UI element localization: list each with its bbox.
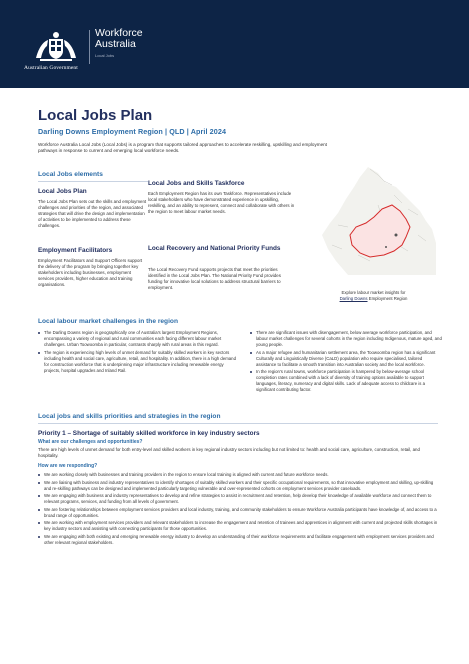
taskforce-heading: Local Jobs and Skills Taskforce — [148, 180, 245, 187]
brand-name — [95, 28, 143, 50]
list-item: The Darling Downs region is geographically one of Australia's largest Employment Regions, encompassing a variety of regional and rural communities each facing different labour market challenges. Urban Toowoomba in particular, contrasts sharply with rural areas in this regard. — [38, 330, 236, 348]
plan-text: The Local Jobs Plan sets out the skills and employment challenges and priorities of the region, and associated strategies that will drive the design and implementation of activities to be implemented to address these challenges. — [38, 199, 147, 229]
list-item: We are liaising with business and industry representatives to identify shortages of suitably skilled workers and their specific occupational requirements, so that innovative employment and skilling, up-skilling and re-skilling pathways can be designed and implemented particularly targeting vulnerable and over-represented cohorts on employment services provider caseloads. — [38, 480, 438, 492]
challenges-divider — [38, 328, 438, 329]
list-item: We are working with employment services providers and relevant stakeholders to increase the engagement and retention of trainees and apprentices in alignment with current and projected skills shortages in key industry sectors and assisting with connecting participants for those opportunities. — [38, 520, 438, 532]
list-item: The region is experiencing high levels of unmet demand for suitably skilled workers in key sectors including health and social care, agriculture, retail, and hospitality. In addition, there is a high demand for construction workforce that is underpinning major infrastructure including renewable energy projects, hospital upgrades and Inland Rail. — [38, 350, 236, 374]
facilitators-text: Employment Facilitators and Support Officers support the delivery of the program by bringing together key stakeholders including businesses, employment services providers, higher education and training organisations. — [38, 258, 143, 288]
challenges-right-list — [250, 330, 442, 395]
priorities-heading: Local jobs and skills priorities and strategies in the region — [38, 413, 221, 420]
brand-line-2: Australia — [95, 38, 136, 50]
region-map — [308, 165, 438, 275]
challenges-heading: Local labour market challenges in the region — [38, 318, 178, 325]
page-header — [0, 0, 469, 88]
map-caption-suffix: Employment Region — [368, 296, 408, 301]
region-line: Darling Downs Employment Region | QLD | April 2024 — [38, 127, 227, 136]
list-item: We are working closely with businesses and training providers in the region to ensure local training is aligned with current and future workforce needs. — [38, 472, 438, 478]
map-caption-prefix: Explore labour market insights for — [341, 290, 406, 295]
taskforce-text: Each Employment Region has its own Taskforce. Representatives include local stakeholders who have demonstrated experience in upskilling, reskilling, and an ability to represent, connect and collaborate with others in the region to meet labour market needs. — [148, 191, 295, 215]
challenges-question: What are our challenges and opportunities? — [38, 439, 143, 445]
challenges-left-list — [38, 330, 236, 375]
list-item: There are significant issues with disengagement, below average workforce participation, and labour market challenges for several cohorts in the region including Indigenous, mature aged, and young people. — [250, 330, 442, 348]
header-divider — [89, 30, 90, 64]
list-item: We are engaging with business and industry representatives to develop and refine strategies to assist in recruitment and retention, help develop their knowledge of available workforce and connect them to relevant programs, services, and funding from all levels of government. — [38, 493, 438, 505]
responses-list — [38, 472, 438, 547]
plan-heading: Local Jobs Plan — [38, 188, 87, 195]
government-name: Australian Government — [24, 65, 78, 71]
facilitators-heading: Employment Facilitators — [38, 247, 113, 254]
map-caption — [306, 290, 441, 302]
recovery-text: The Local Recovery Fund supports projects that meet the priorities identified in the Local Jobs Plan. The National Priority Fund provides funding for innovative local solutions to address structural barriers to employment. — [148, 267, 281, 291]
list-item: We are fostering relationships between employment services providers and local industry, training, and community stakeholders to ensure Workforce Australia participants have knowledge of, and access to a broad range of opportunities. — [38, 507, 438, 519]
priorities-divider — [38, 423, 438, 424]
response-question: How are we responding? — [38, 463, 98, 469]
elements-heading: Local Jobs elements — [38, 171, 103, 178]
list-item: In the region's rural towns, workforce participation is hampered by below-average school completion rates combined with a lack of diversity of training options available to support languages, literacy, numeracy and digital skills. Lack of adequate access to childcare is a significant contributing factor. — [250, 369, 442, 393]
coat-of-arms-icon — [30, 28, 82, 64]
priority-1-text: There are high levels of unmet demand for both entry-level and skilled workers in key regional industry sectors including but not limited to: health and social care, agriculture, construction, retail, and hospitality. — [38, 447, 420, 459]
brand-line-1: Workforce — [95, 27, 143, 39]
recovery-heading: Local Recovery and National Priority Funds — [148, 245, 281, 252]
list-item: We are engaging with both existing and emerging renewable energy industry to develop an understanding of their workforce requirements and facilitate engagement with employment services providers and other relevant regional stakeholders. — [38, 534, 438, 546]
page-title: Local Jobs Plan — [38, 107, 153, 124]
list-item: As a major refugee and humanitarian settlement area, the Toowoomba region has a significant Culturally and Linguistically Diverse (CaLD) population who require specialised, tailored assistance to facilitate a smooth transition into Australian society and the local workforce. — [250, 350, 442, 368]
map-caption-line-2 — [306, 296, 441, 302]
brand-subtitle: Local Jobs — [95, 53, 115, 58]
priority-1-heading: Priority 1 – Shortage of suitably skilled workforce in key industry sectors — [38, 430, 260, 437]
darling-downs-link[interactable]: Darling Downs — [339, 296, 368, 301]
elements-divider — [38, 181, 148, 182]
intro-text: Workforce Australia Local Jobs (Local Jobs) is a program that supports tailored approaches to accelerate reskilling, upskilling and employment pathways in response to current and emerging local workforce needs. — [38, 142, 327, 154]
